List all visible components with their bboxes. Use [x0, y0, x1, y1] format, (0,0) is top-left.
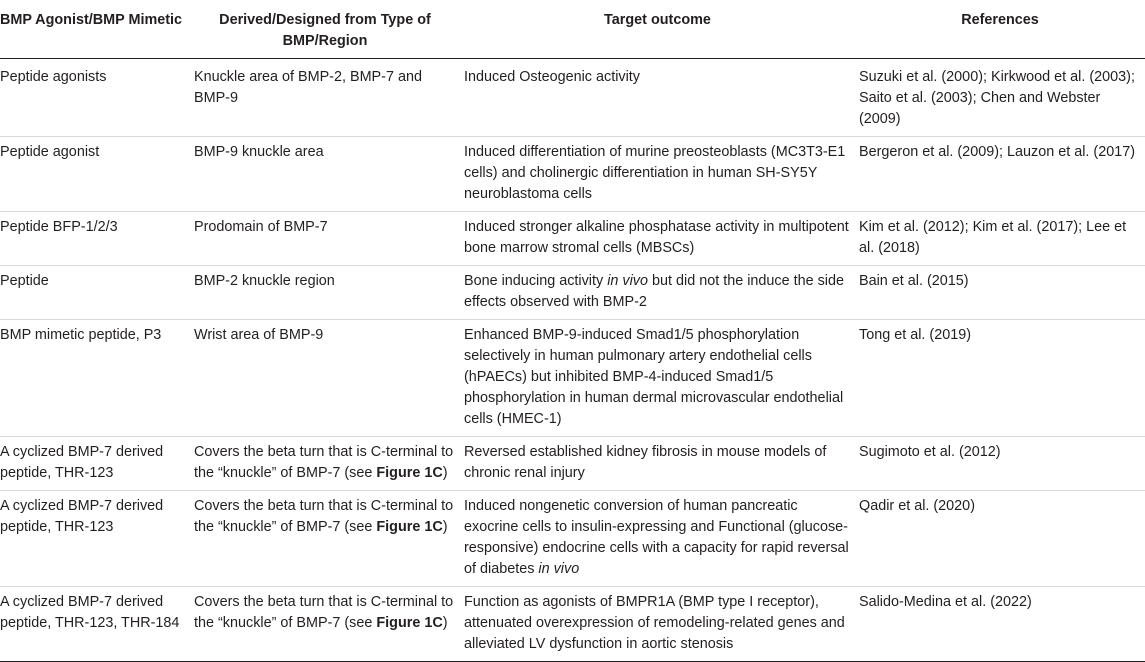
outcome-text: Induced differentiation of murine preosteoblasts (MC3T3-E1 cells) and cholinergic differentiation in human SH-SY5Y neuroblastoma cells [464, 144, 846, 202]
column-header-derived: Derived/Designed from Type of BMP/Region [190, 0, 460, 59]
cell-derived [190, 137, 460, 212]
outcome-text: Induced Osteogenic activity [464, 69, 640, 85]
derived-text: Prodomain of BMP-7 [194, 219, 328, 235]
cell-derived [190, 266, 460, 320]
cell-references: Sugimoto et al. (2012) [855, 437, 1145, 491]
outcome-italic: in vivo [607, 273, 648, 289]
derived-text: Knuckle area of BMP-2, BMP-7 and BMP-9 [194, 69, 422, 106]
table-row [0, 587, 1145, 662]
cell-agonist: A cyclized BMP-7 derived peptide, THR-123 [0, 491, 190, 587]
derived-text-after: ) [442, 465, 448, 481]
cell-derived [190, 320, 460, 437]
table-body [0, 59, 1145, 662]
table-row [0, 212, 1145, 266]
derived-text: BMP-2 knuckle region [194, 273, 335, 289]
derived-text-after: ) [442, 615, 448, 631]
outcome-text-after: but did not the induce the side effects observed with BMP-2 [464, 273, 845, 310]
outcome-text: Function as agonists of BMPR1A (BMP type I receptor), attenuated overexpression of remodeling-related genes and alleviated LV dysfunction in aortic stenosis [464, 594, 845, 652]
cell-references: Kim et al. (2012); Kim et al. (2017); Lee et al. (2018) [855, 212, 1145, 266]
table-header-row [0, 0, 1145, 59]
column-header-agonist: BMP Agonist/BMP Mimetic [0, 0, 190, 59]
cell-agonist: Peptide agonist [0, 137, 190, 212]
outcome-text: Induced stronger alkaline phosphatase activity in multipotent bone marrow stromal cells (MBSCs) [464, 219, 849, 256]
derived-text: Covers the beta turn that is C-terminal to the “knuckle” of BMP-7 (see [194, 498, 454, 535]
table-row [0, 59, 1145, 137]
cell-agonist: BMP mimetic peptide, P3 [0, 320, 190, 437]
cell-derived [190, 587, 460, 662]
cell-outcome [460, 266, 855, 320]
cell-outcome [460, 491, 855, 587]
figure-link[interactable]: Figure 1C [376, 519, 443, 535]
outcome-text: Induced nongenetic conversion of human pancreatic exocrine cells to insulin-expressing and Functional (glucose-responsive) endocrine cells with a capacity for rapid reversal of diabetes [464, 498, 849, 577]
derived-text: Covers the beta turn that is C-terminal to the “knuckle” of BMP-7 (see [194, 444, 454, 481]
cell-derived [190, 59, 460, 137]
cell-outcome [460, 212, 855, 266]
cell-references: Salido-Medina et al. (2022) [855, 587, 1145, 662]
cell-agonist: Peptide agonists [0, 59, 190, 137]
cell-outcome [460, 587, 855, 662]
cell-references: Tong et al. (2019) [855, 320, 1145, 437]
cell-derived [190, 212, 460, 266]
cell-derived [190, 491, 460, 587]
table-row [0, 437, 1145, 491]
cell-outcome [460, 137, 855, 212]
cell-agonist: A cyclized BMP-7 derived peptide, THR-123, THR-184 [0, 587, 190, 662]
outcome-text: Enhanced BMP-9-induced Smad1/5 phosphorylation selectively in human pulmonary artery endothelial cells (hPAECs) but inhibited BMP-4-induced Smad1/5 phosphorylation in human dermal microvascular endothelial cells (HMEC-1) [464, 327, 844, 427]
cell-references: Qadir et al. (2020) [855, 491, 1145, 587]
column-header-outcome: Target outcome [460, 0, 855, 59]
cell-agonist: A cyclized BMP-7 derived peptide, THR-123 [0, 437, 190, 491]
table-row [0, 320, 1145, 437]
cell-outcome [460, 320, 855, 437]
cell-agonist: Peptide [0, 266, 190, 320]
cell-references: Bain et al. (2015) [855, 266, 1145, 320]
cell-derived [190, 437, 460, 491]
figure-link[interactable]: Figure 1C [376, 465, 443, 481]
cell-references: Bergeron et al. (2009); Lauzon et al. (2017) [855, 137, 1145, 212]
cell-outcome [460, 437, 855, 491]
derived-text-after: ) [442, 519, 448, 535]
table-row [0, 137, 1145, 212]
derived-text: Covers the beta turn that is C-terminal to the “knuckle” of BMP-7 (see [194, 594, 454, 631]
outcome-text: Bone inducing activity [464, 273, 608, 289]
figure-link[interactable]: Figure 1C [376, 615, 443, 631]
table-row [0, 491, 1145, 587]
cell-outcome [460, 59, 855, 137]
derived-text: BMP-9 knuckle area [194, 144, 324, 160]
outcome-italic: in vivo [538, 561, 580, 577]
outcome-text: Reversed established kidney fibrosis in mouse models of chronic renal injury [464, 444, 827, 481]
cell-references: Suzuki et al. (2000); Kirkwood et al. (2003); Saito et al. (2003); Chen and Webster (2009) [855, 59, 1145, 137]
derived-text: Wrist area of BMP-9 [194, 327, 324, 343]
cell-agonist: Peptide BFP-1/2/3 [0, 212, 190, 266]
table-row [0, 266, 1145, 320]
column-header-references: References [855, 0, 1145, 59]
